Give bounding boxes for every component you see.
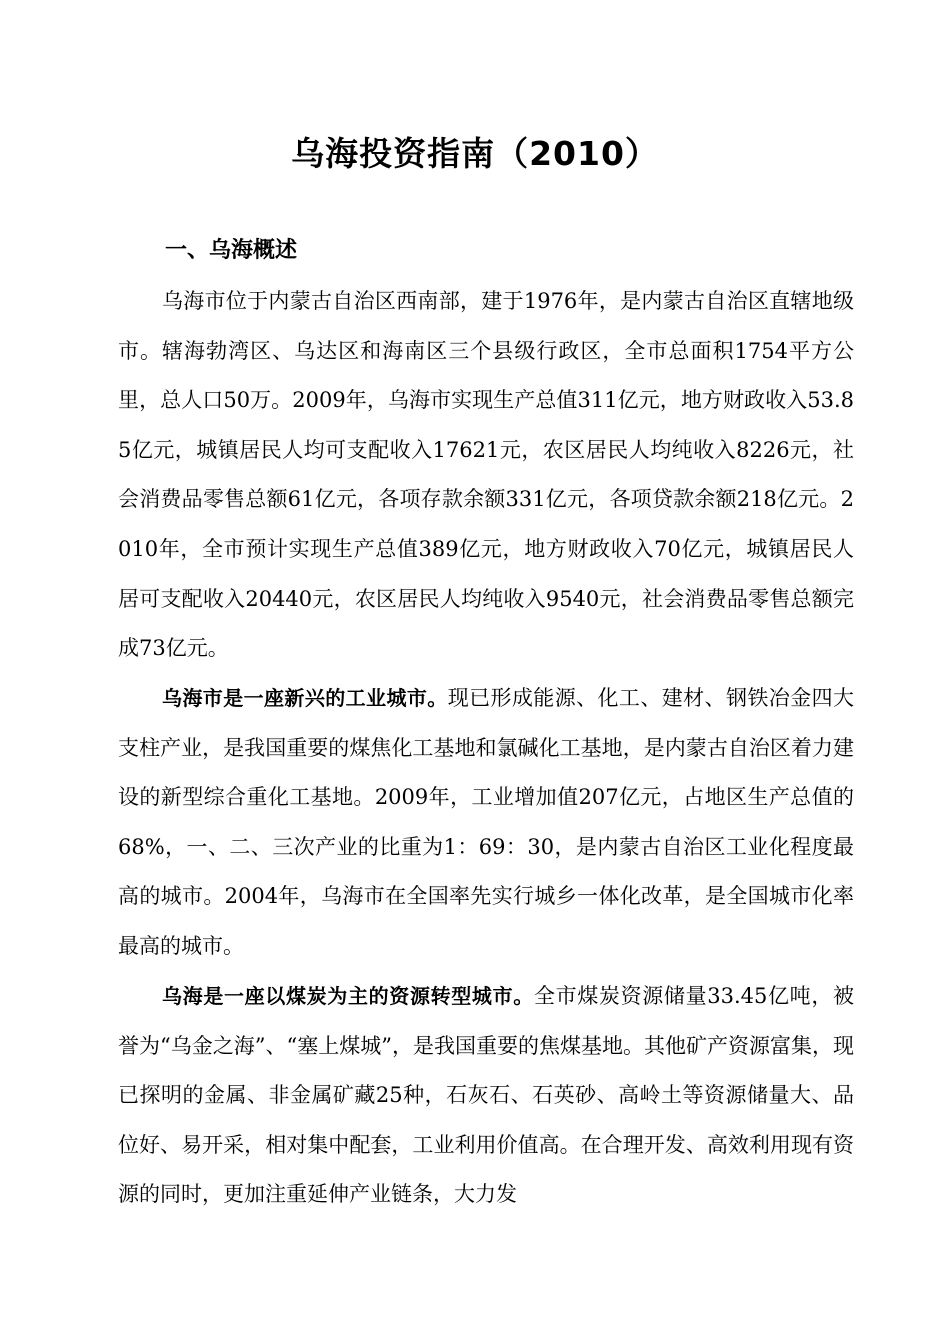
paragraph-text: 乌海市位于内蒙古自治区西南部，建于1976年，是内蒙古自治区直辖地级市。辖海勃湾区、乌达区和海南区三个县级行政区，全市总面积1754平方公里，总人口50万。2009年，乌海市实现生产总值311亿元，地方财政收入53.85亿元，城镇居民人均可支配收入17621元，农区居民人均纯收入8226元，社会消费品零售总额61亿元，各项存款余额331亿元，各项贷款余额218亿元。2010年，全市预计实现生产总值389亿元，地方财政收入70亿元，城镇居民人居可支配收入20440元，农区居民人均纯收入9540元，社会消费品零售总额完成73亿元。 bbox=[118, 289, 854, 661]
section-heading: 一、乌海概述 bbox=[165, 238, 298, 263]
paragraph-lead: 乌海市是一座新兴的工业城市。 bbox=[162, 686, 448, 710]
paragraph-text: 全市煤炭资源储量33.45亿吨，被誉为“乌金之海”、“塞上煤城”，是我国重要的焦煤基地。其他矿产资源富集，现已探明的金属、非金属矿藏25种，石灰石、石英砂、高岭土等资源储量大、品位好、易开采，相对集中配套，工业利用价值高。在合理开发、高效利用现有资源的同时，更加注重延伸产业链条，大力发 bbox=[118, 984, 855, 1207]
document-title: 乌海投资指南（2010） bbox=[291, 134, 659, 173]
paragraph-industrial-city bbox=[118, 674, 854, 972]
paragraph-lead: 乌海是一座以煤炭为主的资源转型城市。 bbox=[162, 984, 534, 1008]
paragraph-overview bbox=[118, 277, 854, 674]
paragraph-text: 现已形成能源、化工、建材、钢铁冶金四大支柱产业，是我国重要的煤焦化工基地和氯碱化工基地，是内蒙古自治区着力建设的新型综合重化工基地。2009年，工业增加值207亿元，占地区生产总值的68%，一、二、三次产业的比重为1：69：30，是内蒙古自治区工业化程度最高的城市。2004年，乌海市在全国率先实行城乡一体化改革，是全国城市化率最高的城市。 bbox=[118, 686, 854, 958]
paragraph-resource-city bbox=[118, 972, 854, 1220]
